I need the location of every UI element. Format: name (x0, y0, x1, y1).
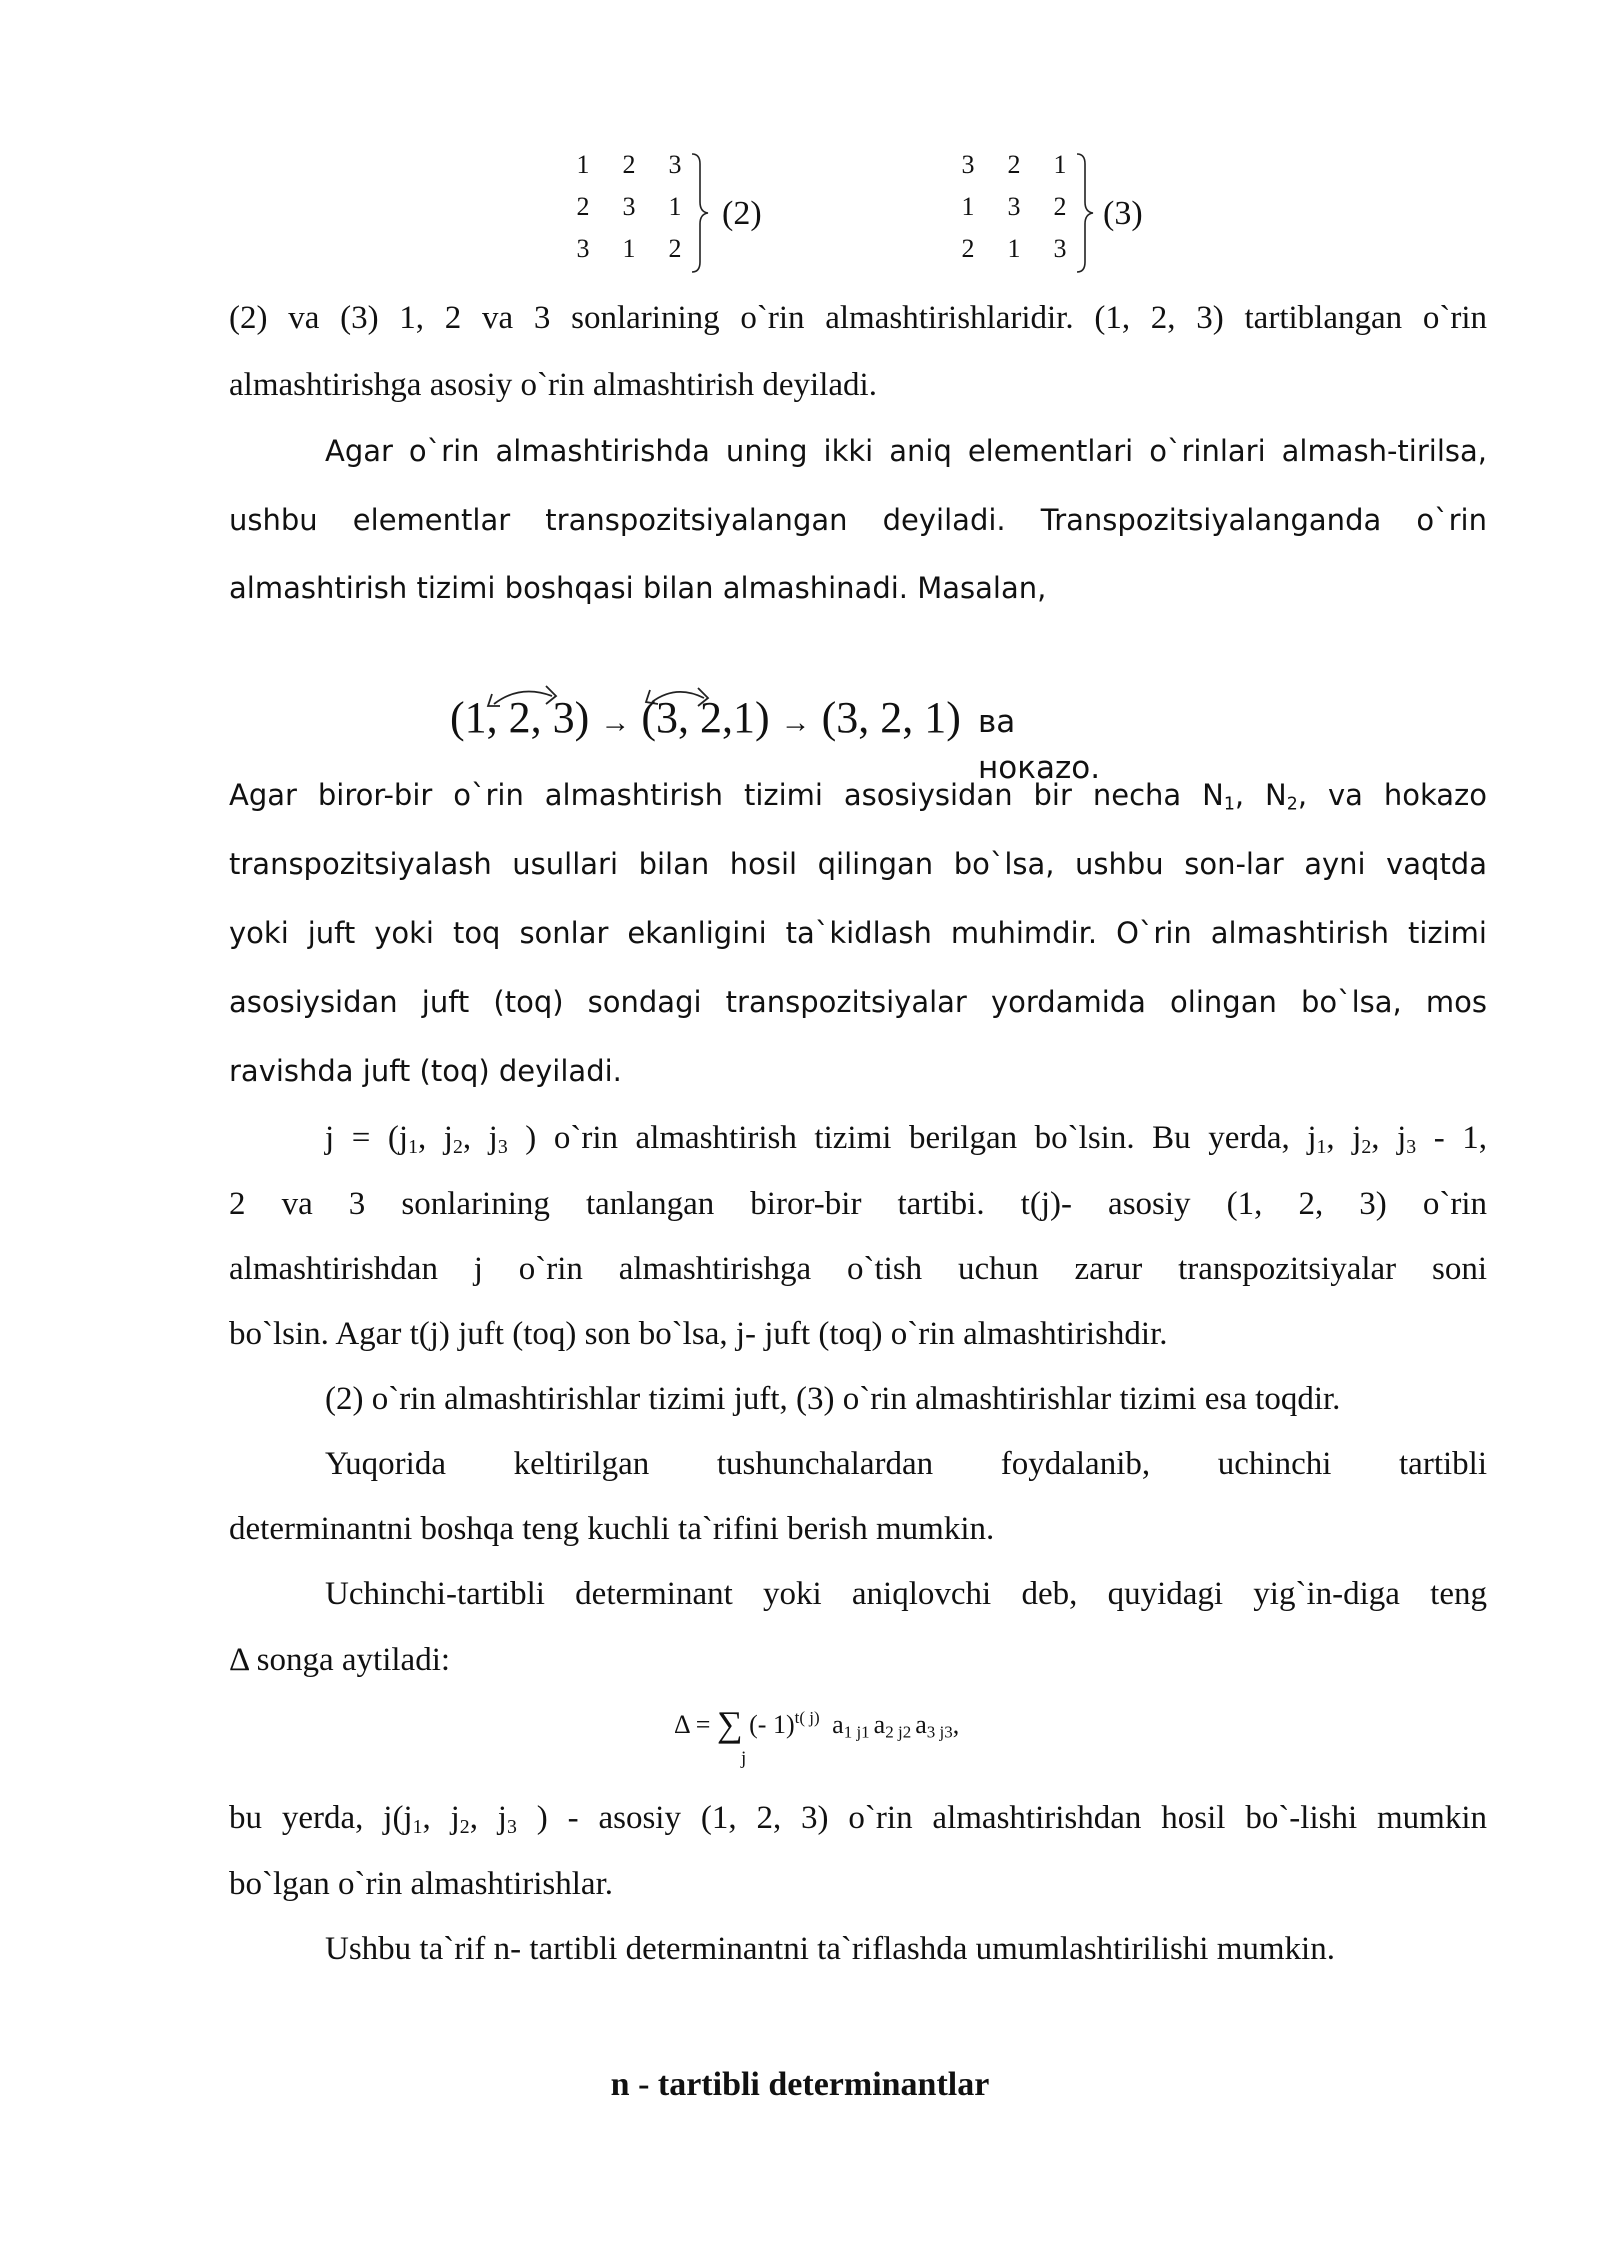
matrix-3 (945, 150, 1083, 276)
matrix-cell: 3 (1007, 192, 1021, 221)
matrix-cell: 2 (668, 234, 682, 263)
formula-comma: , (952, 1710, 960, 1739)
example-va: ва (978, 704, 1016, 740)
matrix-cell: 2 (961, 234, 975, 263)
matrix-row (560, 150, 698, 192)
matrix-row (945, 150, 1083, 192)
formula-term: (- 1) (749, 1710, 795, 1739)
matrix-cell: 2 (1053, 192, 1067, 221)
subscript: 2 (1286, 794, 1298, 815)
paragraph-line: almashtirishdan j o`rin almashtirishga o`tish uchun zarur transpozitsiyalar soni (229, 1251, 1487, 1287)
text-span: , j (417, 1120, 453, 1156)
paragraph-line: Yuqorida keltirilgan tushunchalardan foydalanib, uchinchi tartibli (325, 1446, 1487, 1482)
formula-exponent: t( j) (794, 1707, 820, 1727)
paragraph-line: (2) va (3) 1, 2 va 3 sonlarining o`rin almashtirishlaridir. (1, 2, 3) tartiblangan o`rin (229, 300, 1487, 336)
paragraph-line: Δ songa aytiladi: (229, 1642, 451, 1678)
paragraph-line: 2 va 3 sonlarining tanlangan biror-bir tartibi. t(j)- asosiy (1, 2, 3) o`rin (229, 1186, 1487, 1222)
formula-a1: a (832, 1710, 844, 1739)
formula-a3: a (915, 1710, 927, 1739)
matrix-row (945, 192, 1083, 234)
formula-a3-index: 3 j3 (926, 1722, 953, 1742)
permutation-2: (3, 2,1) (641, 693, 770, 742)
paragraph-line: ushbu elementlar transpozitsiyalangan deyiladi. Transpozitsiyalanganda o`rin (229, 503, 1487, 537)
paragraph-line (229, 778, 1488, 815)
text-span: , va hokazo (1297, 778, 1488, 812)
paragraph-line (229, 1800, 1487, 1837)
matrix-cell: 1 (668, 192, 682, 221)
paragraph-line: bo`lsin. Agar t(j) juft (toq) son bo`lsa, j- juft (toq) o`rin almashtirishdir. (229, 1316, 1168, 1352)
matrix-cell: 3 (622, 192, 636, 221)
text-span: ) - asosiy (1, 2, 3) o`rin almashtirishdan hosil bo`-lishi mumkin (516, 1800, 1488, 1836)
paragraph-line: almashtirishga asosiy o`rin almashtirish deyiladi. (229, 367, 877, 403)
right-brace-icon (1073, 150, 1097, 276)
determinant-formula (674, 1700, 959, 1742)
formula-a1-index: 1 j1 (843, 1722, 870, 1742)
paragraph-line: yoki juft yoki toq sonlar ekanligini ta`kidlash muhimdir. O`rin almashtirish tizimi (229, 916, 1487, 950)
formula-sum-index: j (741, 1748, 747, 1769)
arrow-right-icon: → (780, 706, 811, 739)
sigma-icon: ∑ (716, 1704, 743, 1744)
formula-a2-index: 2 j2 (885, 1722, 912, 1742)
paragraph-line: asosiysidan juft (toq) sondagi transpozitsiyalar yordamida olingan bo`lsa, mos (229, 985, 1487, 1019)
text-span: , j (1371, 1120, 1407, 1156)
subscript: 1 (412, 1815, 423, 1838)
matrix-cell: 2 (1007, 150, 1021, 179)
permutation-3: (3, 2, 1) (821, 693, 961, 742)
matrix-3-label: (3) (1103, 195, 1143, 232)
matrix-row (560, 234, 698, 276)
matrix-cell: 1 (1007, 234, 1021, 263)
text-span: , j (469, 1800, 507, 1836)
arrow-right-icon: → (600, 706, 631, 739)
matrix-row (945, 234, 1083, 276)
text-span: , j (422, 1800, 460, 1836)
matrix-cell: 1 (961, 192, 975, 221)
matrix-cell: 3 (576, 234, 590, 263)
paragraph-line: Uchinchi-tartibli determinant yoki aniqlovchi deb, quyidagi yig`in-diga teng (325, 1576, 1487, 1612)
text-span: ) o`rin almashtirish tizimi berilgan bo`lsin. Bu yerda, j (507, 1120, 1317, 1156)
text-span: bu yerda, j(j (229, 1800, 413, 1836)
section-heading: n - tartibli determinantlar (610, 2066, 990, 2103)
right-brace-icon (688, 150, 712, 276)
subscript: 2 (1361, 1135, 1372, 1158)
paragraph-line: Agar o`rin almashtirishda uning ikki aniq elementlari o`rinlari almash-tirilsa, (325, 434, 1487, 468)
subscript: 1 (1316, 1135, 1327, 1158)
text-span: , j (1326, 1120, 1362, 1156)
subscript: 1 (408, 1135, 418, 1158)
matrix-cell: 3 (1053, 234, 1067, 263)
text-span: j = (j (325, 1120, 409, 1156)
matrix-cell: 2 (576, 192, 590, 221)
paragraph-line: determinantni boshqa teng kuchli ta`rifini berish mumkin. (229, 1511, 995, 1547)
matrix-cell: 2 (622, 150, 636, 179)
text-span: , N (1234, 778, 1287, 812)
matrix-2-label: (2) (722, 195, 762, 232)
permutation-example (450, 692, 961, 743)
subscript: 3 (1406, 1135, 1417, 1158)
subscript: 3 (506, 1815, 517, 1838)
matrix-row (560, 192, 698, 234)
matrix-cell: 1 (622, 234, 636, 263)
text-span: Agar biror-bir o`rin almashtirish tizimi asosiysidan bir necha N (229, 778, 1224, 812)
matrix-cell: 1 (1053, 150, 1067, 179)
permutation-1: (1, 2, 3) (450, 693, 590, 742)
text-span: - 1, (1416, 1120, 1487, 1156)
subscript: 3 (497, 1135, 508, 1158)
formula-a2: a (873, 1710, 886, 1739)
paragraph-line (229, 1120, 1487, 1157)
paragraph-line: ravishda juft (toq) deyiladi. (229, 1054, 622, 1088)
paragraph-line: (2) o`rin almashtirishlar tizimi juft, (3) o`rin almashtirishlar tizimi esa toqdir. (325, 1381, 1341, 1417)
paragraph-line: transpozitsiyalash usullari bilan hosil qilingan bo`lsa, ushbu son-lar ayni vaqtda (229, 847, 1487, 881)
example-hokazo: нокazо. (978, 750, 1101, 786)
paragraph-line: Ushbu ta`rif n- tartibli determinantni ta`riflashda umumlashtirilishi mumkin. (325, 1931, 1335, 1967)
matrix-cell: 1 (576, 150, 590, 179)
text-span: , j (462, 1120, 498, 1156)
matrix-2 (560, 150, 698, 276)
subscript: 2 (452, 1135, 463, 1158)
paragraph-line: almashtirish tizimi boshqasi bilan almashinadi. Masalan, (229, 571, 1047, 605)
matrix-cell: 3 (668, 150, 682, 179)
subscript: 1 (1223, 794, 1235, 815)
matrix-cell: 3 (961, 150, 975, 179)
subscript: 2 (459, 1815, 470, 1838)
formula-lhs: Δ = (674, 1710, 711, 1739)
paragraph-line: bo`lgan o`rin almashtirishlar. (229, 1866, 613, 1902)
